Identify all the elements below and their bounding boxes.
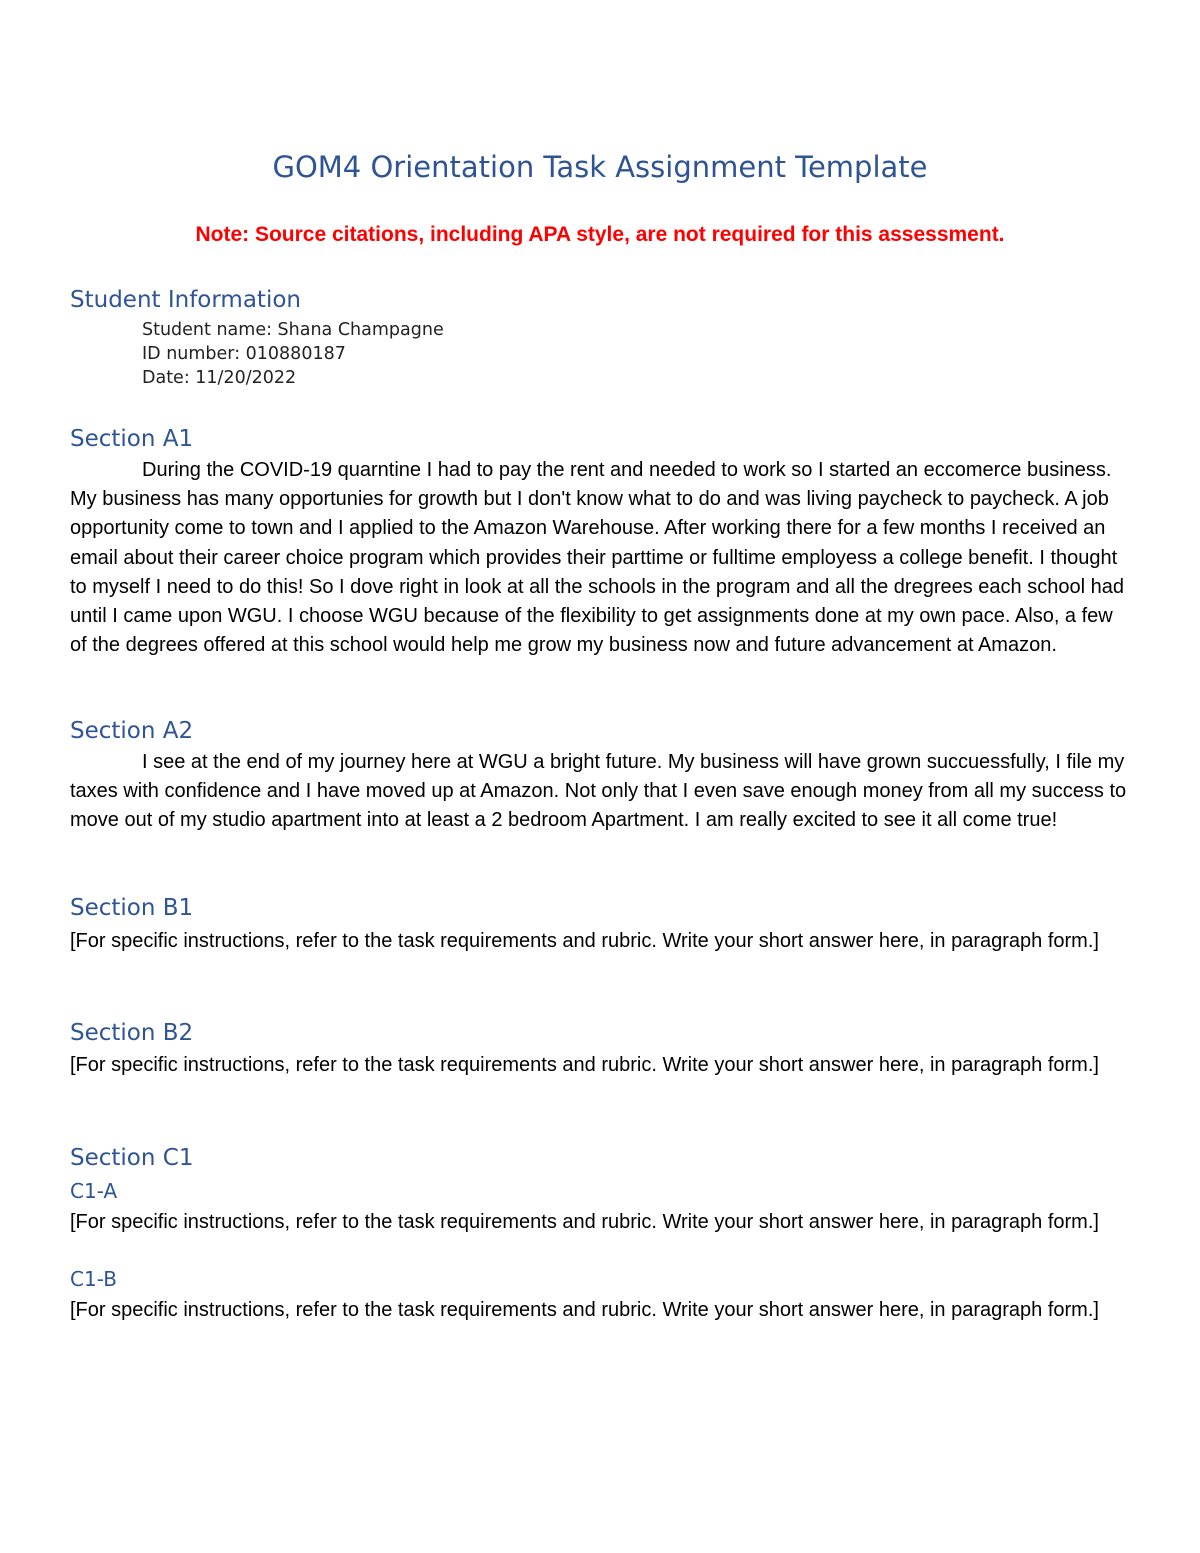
student-name-line: Student name: Shana Champagne bbox=[142, 320, 444, 340]
section-a2-body: I see at the end of my journey here at WGU a bright future. My business will have grown succuessfully, I file my taxes with confidence and I have moved up at Amazon. Not only that I even save enough money from all my success to move out of my studio apartment into at least a 2 bedroom Apartment. I am really excited to see it all come true! bbox=[70, 751, 1127, 832]
section-c1a-body: [For specific instructions, refer to the task requirements and rubric. Write your short answer here, in paragraph form.] bbox=[70, 1211, 1099, 1233]
assessment-note: Note: Source citations, including APA style, are not required for this assessment. bbox=[195, 223, 1005, 246]
student-information-heading: Student Information bbox=[70, 287, 301, 313]
section-a1-heading: Section A1 bbox=[70, 426, 194, 452]
section-b1-heading: Section B1 bbox=[70, 895, 194, 921]
student-date-line: Date: 11/20/2022 bbox=[142, 368, 297, 388]
section-c1-heading: Section C1 bbox=[70, 1145, 194, 1171]
section-a2-heading: Section A2 bbox=[70, 718, 194, 744]
section-c1b-body: [For specific instructions, refer to the task requirements and rubric. Write your short answer here, in paragraph form.] bbox=[70, 1299, 1099, 1321]
section-c1a-heading: C1-A bbox=[70, 1179, 118, 1203]
section-a1-body: During the COVID-19 quarntine I had to pay the rent and needed to work so I started an eccomerce business. My business has many opportunies for growth but I don't know what to do and was living paycheck to paycheck. A job opportunity come to town and I applied to the Amazon Warehouse. After working there for a few months I received an email about their career choice program which provides their parttime or fulltime employess a college benefit. I thought to myself I need to do this! So I dove right in look at all the schools in the program and all the dregrees each school had until I came upon WGU. I choose WGU because of the flexibility to get assignments done at my own pace. Also, a few of the degrees offered at this school would help me grow my business now and future advancement at Amazon. bbox=[70, 459, 1124, 657]
section-b1-body: [For specific instructions, refer to the task requirements and rubric. Write your short answer here, in paragraph form.] bbox=[70, 930, 1099, 952]
section-b2-body: [For specific instructions, refer to the task requirements and rubric. Write your short answer here, in paragraph form.] bbox=[70, 1054, 1099, 1076]
student-id-line: ID number: 010880187 bbox=[142, 344, 346, 364]
section-c1b-heading: C1-B bbox=[70, 1267, 117, 1291]
section-b2-heading: Section B2 bbox=[70, 1020, 194, 1046]
document-title: GOM4 Orientation Task Assignment Template bbox=[272, 150, 928, 184]
